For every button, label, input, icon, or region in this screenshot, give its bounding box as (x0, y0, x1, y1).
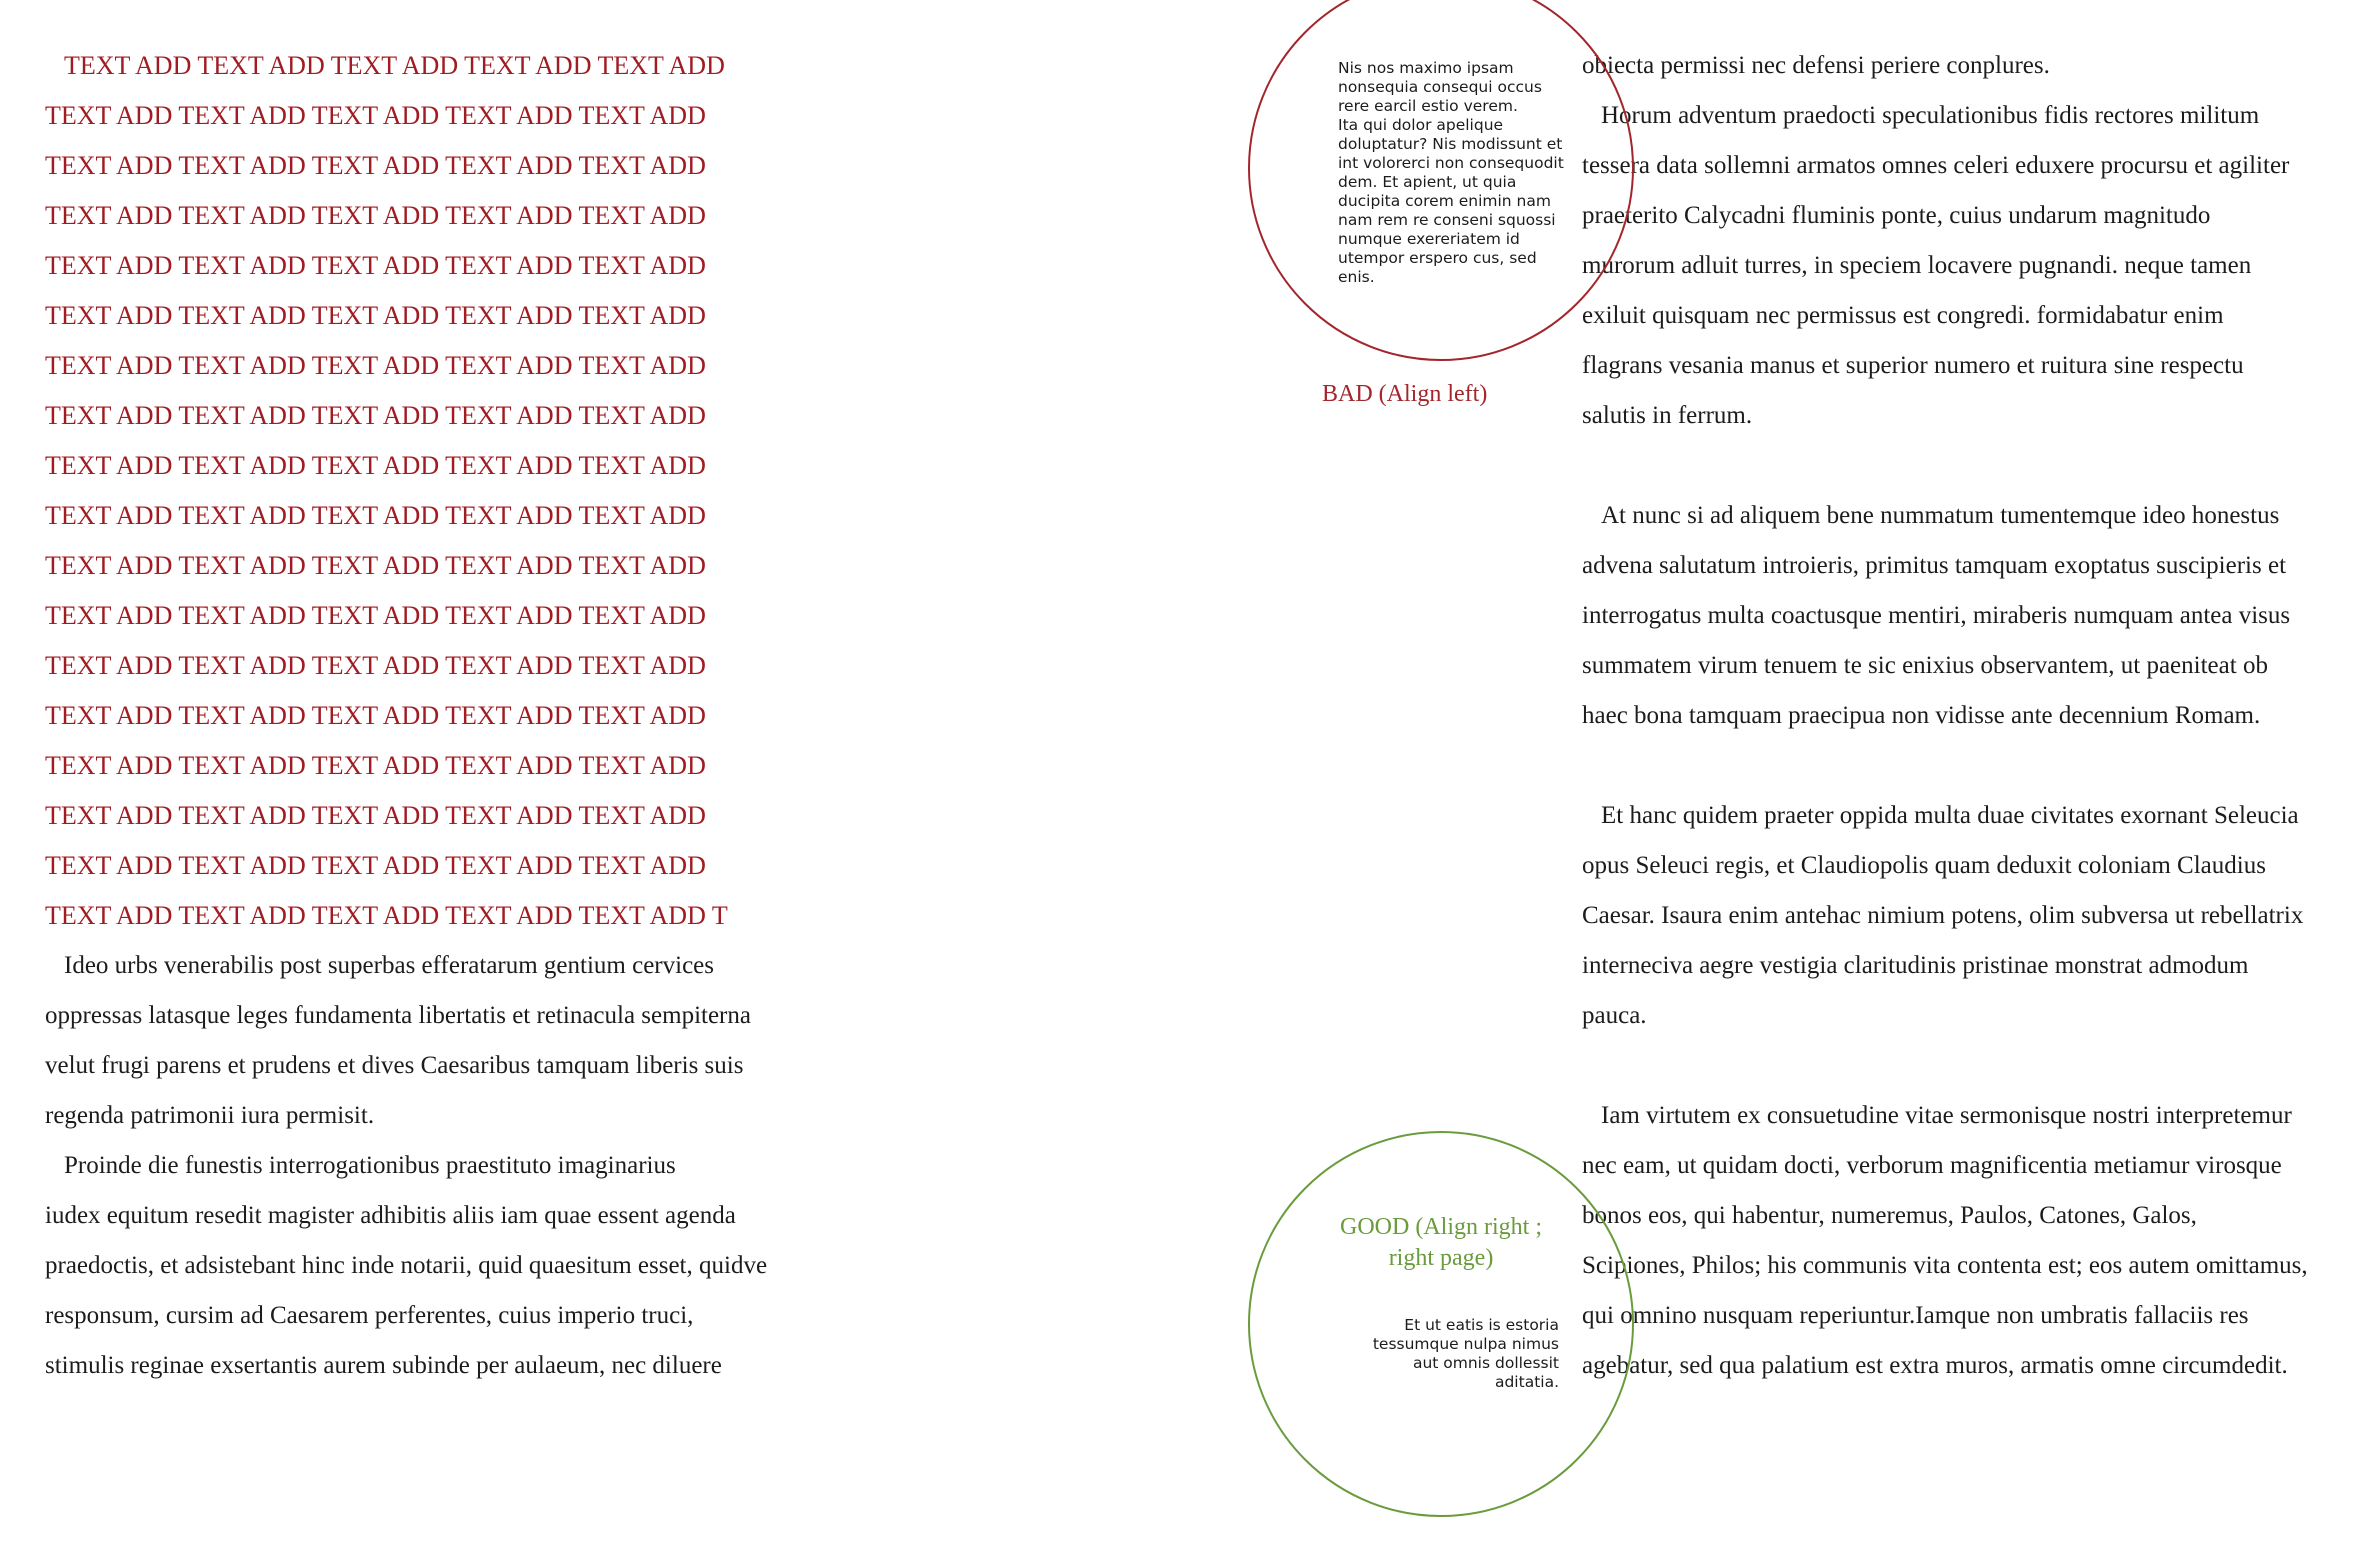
placeholder-text-line: TEXT ADD TEXT ADD TEXT ADD TEXT ADD TEXT ADD (45, 601, 706, 630)
body-text-line: Scipiones, Philos; his communis vita contenta est; eos autem omittamus, (1582, 1252, 2308, 1279)
good-sidenote (1373, 1316, 1559, 1392)
sidenote-line: int volorerci non consequodit (1338, 154, 1564, 172)
placeholder-text-line: TEXT ADD TEXT ADD TEXT ADD TEXT ADD TEXT ADD (45, 301, 706, 330)
sidenote-line: Ita qui dolor apelique (1338, 116, 1504, 134)
body-text-line: praedoctis, et adsistebant hinc inde notarii, quid quaesitum esset, quidve (45, 1252, 768, 1279)
body-text-line: Et hanc quidem praeter oppida multa duae civitates exornant Seleucia (1601, 802, 2299, 829)
placeholder-text-line: TEXT ADD TEXT ADD TEXT ADD TEXT ADD TEXT ADD (45, 851, 706, 880)
right-text-column (1582, 0, 2342, 1565)
sidenote-line: dem. Et apient, ut quia (1338, 173, 1517, 191)
body-text-line: velut frugi parens et prudens et dives Caesaribus tamquam liberis suis (45, 1052, 744, 1079)
sidenote-line: utempor erspero cus, sed (1338, 249, 1537, 267)
placeholder-text-line: TEXT ADD TEXT ADD TEXT ADD TEXT ADD TEXT ADD (45, 801, 706, 830)
body-text-line: haec bona tamquam praecipua non vidisse ante decennium Romam. (1582, 702, 2261, 729)
body-text-line: regenda patrimonii iura permisit. (45, 1102, 375, 1129)
body-text-line: Ideo urbs venerabilis post superbas efferatarum gentium cervices (64, 952, 714, 979)
body-text-line: bonos eos, qui habentur, numeremus, Paulos, Catones, Galos, (1582, 1202, 2197, 1229)
good-caption-line: GOOD (Align right ; (1340, 1214, 1542, 1240)
body-text-line: flagrans vesania manus et superior numero et ruitura sine respectu (1582, 352, 2244, 379)
placeholder-text-line: TEXT ADD TEXT ADD TEXT ADD TEXT ADD TEXT ADD (45, 551, 706, 580)
body-text-line: iudex equitum resedit magister adhibitis aliis iam quae essent agenda (45, 1202, 736, 1229)
body-text-line: oppressas latasque leges fundamenta libertatis et retinacula sempiterna (45, 1002, 751, 1029)
body-text-line: At nunc si ad aliquem bene nummatum tumentemque ideo honestus (1601, 502, 2280, 529)
sidenote-line: numque exereriatem id (1338, 230, 1520, 248)
body-text-line: advena salutatum introieris, primitus tamquam exoptatus suscipieris et (1582, 552, 2287, 579)
body-text-line: tessera data sollemni armatos omnes celeri eduxere procursu et agiliter (1582, 152, 2290, 179)
body-text-line: opus Seleuci regis, et Claudiopolis quam deduxit coloniam Claudius (1582, 852, 2266, 879)
placeholder-text-line: TEXT ADD TEXT ADD TEXT ADD TEXT ADD TEXT ADD (45, 651, 706, 680)
sidenote-line: tessumque nulpa nimus (1372, 1335, 1559, 1353)
sidenote-line: ducipita corem enimin nam (1338, 192, 1551, 210)
sidenote-line: doluptatur? Nis modissunt et (1338, 135, 1563, 153)
body-text-line: obiecta permissi nec defensi periere conplures. (1582, 52, 2050, 79)
body-text-line: responsum, cursim ad Caesarem perferentes, cuius imperio truci, (45, 1302, 694, 1329)
body-text-line: qui omnino nusquam reperiuntur.Iamque non umbratis fallaciis res (1582, 1302, 2249, 1329)
placeholder-text-line: TEXT ADD TEXT ADD TEXT ADD TEXT ADD TEXT ADD (45, 751, 706, 780)
body-text-line: Horum adventum praedocti speculationibus fidis rectores militum (1601, 102, 2260, 129)
body-text-line: murorum adluit turres, in speciem locavere pugnandi. neque tamen (1582, 252, 2252, 279)
sidenote-line: Et ut eatis is estoria (1404, 1316, 1559, 1334)
sidenote-line: nonsequia consequi occus (1338, 78, 1542, 96)
body-text-line: salutis in ferrum. (1582, 402, 1753, 429)
sidenote-line: aut omnis dollessit (1412, 1354, 1559, 1372)
body-text-line: agebatur, sed qua palatium est extra muros, armatis omne circumdedit. (1582, 1352, 2288, 1379)
body-text-line: nec eam, ut quidam docti, verborum magnificentia metiamur virosque (1582, 1152, 2282, 1179)
body-text-line: exiluit quisquam nec permissus est congredi. formidabatur enim (1582, 302, 2224, 329)
placeholder-text-line: TEXT ADD TEXT ADD TEXT ADD TEXT ADD TEXT ADD (64, 51, 725, 80)
sidenote-line: Nis nos maximo ipsam (1338, 59, 1514, 77)
sidenote-line: aditatia. (1494, 1373, 1559, 1391)
placeholder-text-line: TEXT ADD TEXT ADD TEXT ADD TEXT ADD TEXT ADD (45, 501, 706, 530)
left-text-column (45, 0, 805, 1565)
placeholder-text-line: TEXT ADD TEXT ADD TEXT ADD TEXT ADD TEXT ADD (45, 401, 706, 430)
body-text-line: Proinde die funestis interrogationibus praestituto imaginarius (64, 1152, 676, 1179)
sidenote-line: rere earcil estio verem. (1338, 97, 1518, 115)
sidenote-line: nam rem re conseni squossi (1338, 211, 1556, 229)
bad-sidenote (1338, 59, 1564, 287)
placeholder-text-line: TEXT ADD TEXT ADD TEXT ADD TEXT ADD TEXT ADD (45, 701, 706, 730)
body-text-line: pauca. (1582, 1002, 1647, 1029)
body-text-line: interneciva aegre vestigia claritudinis pristinae monstrat admodum (1582, 952, 2249, 979)
placeholder-text-line: TEXT ADD TEXT ADD TEXT ADD TEXT ADD TEXT ADD (45, 201, 706, 230)
bad-caption: BAD (Align left) (1322, 381, 1488, 407)
placeholder-text-line: TEXT ADD TEXT ADD TEXT ADD TEXT ADD TEXT ADD (45, 151, 706, 180)
placeholder-text-line: TEXT ADD TEXT ADD TEXT ADD TEXT ADD TEXT ADD (45, 351, 706, 380)
placeholder-text-line: TEXT ADD TEXT ADD TEXT ADD TEXT ADD TEXT ADD (45, 451, 706, 480)
body-text-line: praeterito Calycadni fluminis ponte, cuius undarum magnitudo (1582, 202, 2211, 229)
body-text-line: stimulis reginae exsertantis aurem subinde per aulaeum, nec diluere (45, 1352, 722, 1379)
body-text-line: summatem virum tenuem te sic enixius observantem, ut paeniteat ob (1582, 652, 2268, 679)
placeholder-text-line: TEXT ADD TEXT ADD TEXT ADD TEXT ADD TEXT ADD (45, 251, 706, 280)
body-text-line: Caesar. Isaura enim antehac nimium potens, olim subversa ut rebellatrix (1582, 902, 2304, 929)
sidenote-line: enis. (1338, 268, 1375, 286)
body-text-line: Iam virtutem ex consuetudine vitae sermonisque nostri interpretemur (1601, 1102, 2292, 1129)
placeholder-text-line: TEXT ADD TEXT ADD TEXT ADD TEXT ADD TEXT ADD (45, 101, 706, 130)
good-caption (1316, 1212, 1566, 1274)
placeholder-text-line: TEXT ADD TEXT ADD TEXT ADD TEXT ADD TEXT ADD T (45, 901, 728, 930)
body-text-line: interrogatus multa coactusque mentiri, miraberis numquam antea visus (1582, 602, 2291, 629)
good-caption-line: right page) (1388, 1245, 1494, 1271)
